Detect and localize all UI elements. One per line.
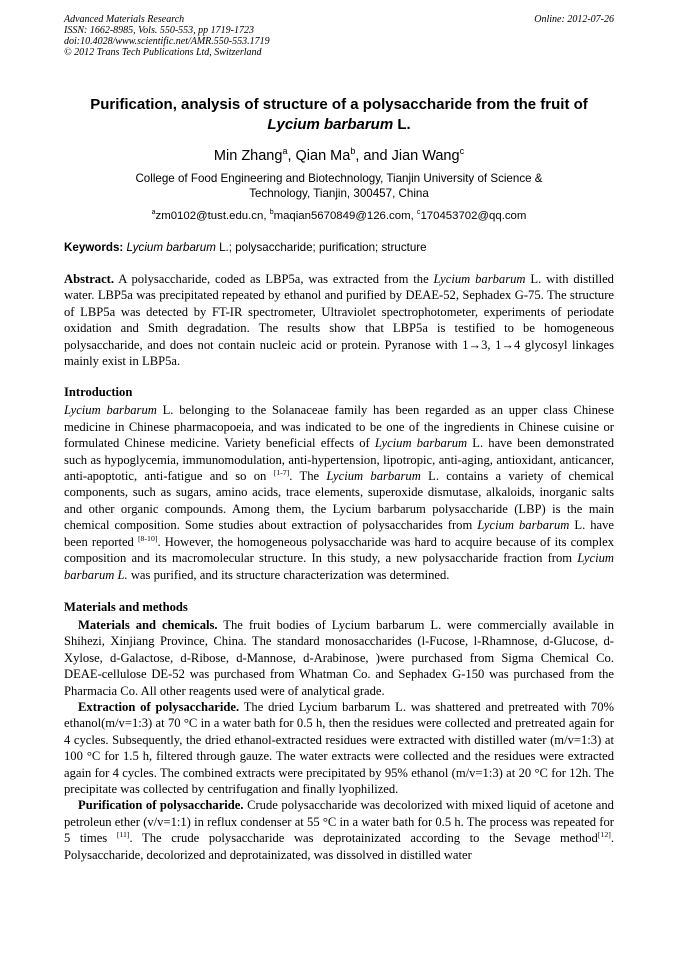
journal-name: Advanced Materials Research bbox=[64, 14, 185, 25]
introduction-heading: Introduction bbox=[64, 385, 133, 400]
abstract-text: A polysaccharide, coded as LBP5a, was extracted from the bbox=[114, 272, 434, 286]
intro-text: L. contains a variety of chemical components, such as sugars, amino acids, trace elements, superoxide dismutase, alkaloids, inorganic salts and other organic compounds. Among them, the Lycium barbarum polysaccharide (LBP) is the main chemical composition. Some studies about extraction of polysaccharides from bbox=[64, 469, 614, 533]
methods-text: The dried Lycium barbarum L. was shattered and pretreated with 70% ethanol(m/v=1:3) at 70 °C in a water bath for 0.5 h, then the residues were collected and pretreated again for 4 cycles. Subsequently, the dried ethanol-extracted residues were extracted with distilled water (m/v=1:3) at 100 °C for 1.5 h, filtered through gauze. The water extracts were collected and the residues were extracted again for 4 cycles. The combined extracts were precipitated by 95% ethanol (m/v=1:3) at 20 °C for 12h. The precipitate was collected by centrifugation and finally lyophilized. bbox=[64, 699, 614, 796]
subsection-label: Extraction of polysaccharide. bbox=[78, 699, 240, 714]
intro-text: L. belonging to the Solanaceae family has been regarded as an upper class Chinese medicine in Chinese pharmacopoeia, and was indicated to be one of the ingredients in Chinese cuisine or formulated Chinese medicine. Variety beneficial effects of bbox=[64, 403, 614, 451]
author-separator: , and bbox=[355, 148, 392, 164]
title-suffix: L. bbox=[393, 116, 411, 133]
species-name: Lycium barbarum bbox=[374, 436, 468, 451]
online-date: Online: 2012-07-26 bbox=[534, 14, 614, 25]
methods-paragraph-purification bbox=[64, 797, 614, 863]
author-1-mark: a bbox=[282, 146, 288, 157]
intro-text: was purified, and its structure characterization was determined. bbox=[127, 567, 450, 582]
citation: [1-7] bbox=[273, 467, 290, 477]
affiliation bbox=[64, 171, 614, 201]
author-3-mark: c bbox=[459, 146, 465, 157]
email-separator: , bbox=[263, 210, 270, 222]
methods-paragraph-chemicals bbox=[64, 617, 614, 699]
author-emails bbox=[64, 209, 614, 223]
paper-title bbox=[64, 95, 614, 135]
affiliation-line1: College of Food Engineering and Biotechnology, Tianjin University of Science & bbox=[135, 172, 543, 185]
title-line1: Purification, analysis of structure of a polysaccharide from the fruit of bbox=[90, 96, 588, 113]
keywords bbox=[64, 240, 614, 255]
author-3: Jian Wang bbox=[391, 148, 460, 164]
keywords-label: Keywords: bbox=[64, 241, 124, 254]
abstract bbox=[64, 271, 614, 369]
email-a: zm0102@tust.edu.cn bbox=[155, 210, 264, 222]
email-separator: , bbox=[410, 210, 417, 222]
author-1: Min Zhang bbox=[213, 148, 283, 164]
subsection-label: Purification of polysaccharide. bbox=[78, 798, 244, 813]
author-list bbox=[64, 147, 614, 165]
email-c: 170453702@qq.com bbox=[420, 210, 527, 222]
citation: [11] bbox=[116, 830, 130, 839]
affiliation-line2: Technology, Tianjin, 300457, China bbox=[249, 187, 429, 200]
methods-section bbox=[64, 617, 614, 863]
methods-text: Crude polysaccharide was decolorized with mixed liquid of acetone and petroleun ether (v/v=1:1) in reflux condenser at 55 °C in a water bath for 0.5 h. The process was repeated for 5 times bbox=[64, 798, 614, 846]
species-name: Lycium barbarum bbox=[477, 518, 570, 533]
methods-text: . Polysaccharide, decolorized and deprotainizated, was dissolved in distilled water bbox=[64, 831, 614, 862]
author-2-mark: b bbox=[350, 146, 356, 157]
abstract-species: Lycium barbarum bbox=[433, 272, 526, 286]
journal-issn: ISSN: 1662-8985, Vols. 550-553, pp 1719-1723 bbox=[64, 25, 254, 36]
methods-text: . The crude polysaccharide was deprotainizated according to the Sevage method bbox=[129, 831, 598, 846]
title-italic: Lycium barbarum bbox=[267, 116, 394, 133]
email-a-mark: a bbox=[151, 209, 156, 217]
intro-text: . The bbox=[289, 469, 327, 484]
email-b-mark: b bbox=[269, 209, 274, 217]
keywords-italic: Lycium barbarum bbox=[126, 241, 216, 254]
species-name: Lycium barbarum bbox=[326, 469, 421, 484]
email-b: maqian5670849@126.com bbox=[273, 210, 411, 222]
citation: [12] bbox=[597, 830, 611, 839]
intro-text: L. have been reported bbox=[64, 518, 614, 549]
intro-text: . However, the homogeneous polysaccharide was hard to acquire because of its complex composition and its macromolecular structure. In this study, a new polysaccharide fraction from bbox=[64, 534, 614, 566]
abstract-label: Abstract. bbox=[64, 272, 115, 286]
introduction-paragraph bbox=[64, 402, 614, 582]
species-name: Lycium barbarum L. bbox=[64, 551, 614, 582]
methods-text: The fruit bodies of Lycium barbarum L. were commercially available in Shihezi, Xinjiang Province, China. The standard monosaccharides (l-Fucose, l-Rhamnose, d-Glucose, d-Xylose, d-Galactose, d-Ribose, d-Mannose, d-Arabinose, )were purchased from Sigma Chemical Co. DEAE-cellulose DE-52 was purchased from Whatman Co. and Sephadex G-150 was purchased from the Pharmacia Co. All other reagents used were of analytical grade. bbox=[64, 617, 614, 698]
journal-copyright: © 2012 Trans Tech Publications Ltd, Switzerland bbox=[64, 47, 262, 58]
keywords-text: L.; polysaccharide; purification; structure bbox=[215, 241, 427, 254]
subsection-label: Materials and chemicals. bbox=[78, 617, 218, 632]
intro-text: L. have been demonstrated such as hypoglycemia, immunomodulation, anti-hypertension, lipotropic, anti-aging, antioxidant, anticancer, anti-apoptotic, anti-fatigue and so on bbox=[64, 436, 615, 484]
species-name: Lycium barbarum bbox=[64, 403, 157, 418]
journal-header bbox=[64, 14, 614, 60]
abstract-text: L. with distilled water. LBP5a was precipitated repeated by ethanol and purified by DEAE-52, Sephadex G-75. The structure of LBP5a was detected by FT-IR spectrometer, Ultraviolet spectrophotometer, experiments of periodate oxidation and Smith degradation. The results show that LBP5a is testified to be homogeneous polysaccharide, and does not contain nucleic acid or protein. Pyranose with 1→3, 1→4 glycosyl linkages mainly exist in LBP5a. bbox=[64, 272, 614, 369]
methods-paragraph-extraction bbox=[64, 699, 614, 797]
journal-doi: doi:10.4028/www.scientific.net/AMR.550-553.1719 bbox=[64, 36, 270, 47]
author-separator: , bbox=[287, 148, 296, 164]
citation: [8-10] bbox=[137, 533, 158, 543]
email-c-mark: c bbox=[416, 209, 421, 217]
author-2: Qian Ma bbox=[295, 148, 351, 164]
methods-heading: Materials and methods bbox=[64, 599, 188, 614]
